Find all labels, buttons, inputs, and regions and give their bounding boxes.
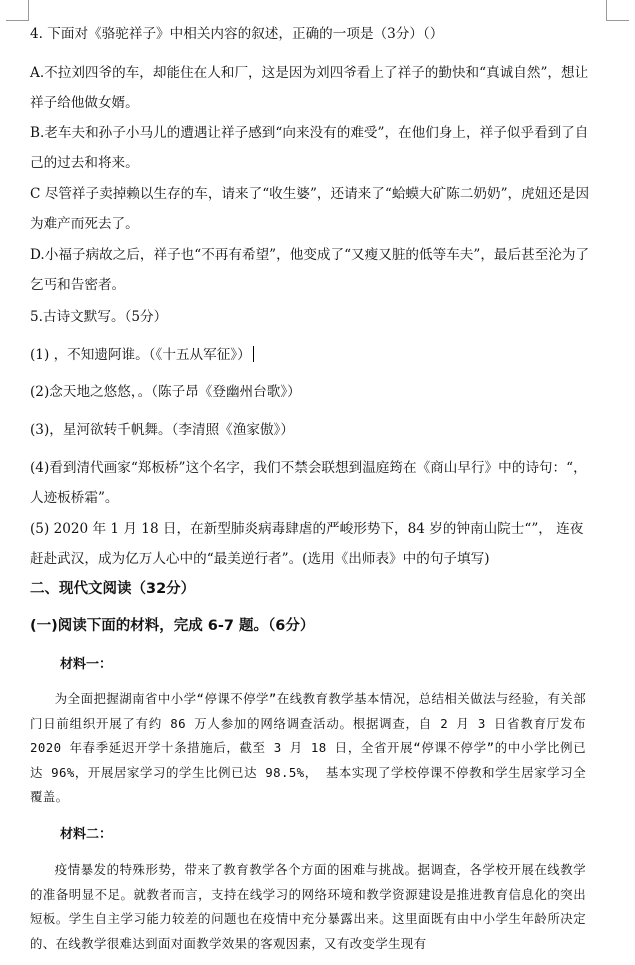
question-5-item-1[interactable] [30, 340, 590, 370]
question-4-stem: 4. 下面对《骆驼祥子》中相关内容的叙述，正确的一项是（3分）（） [30, 26, 444, 42]
subsection-1-title: (一)阅读下面的材料，完成 6-7 题。（6分） [30, 618, 315, 634]
question-5-item-4: (4)看到清代画家“郑板桥”这个名字，我们不禁会联想到温庭筠在《商山早行》中的诗句：“，人迹板桥霜”。 [30, 460, 587, 506]
question-5-item-2: (2)念天地之悠悠，。（陈子昂《登幽州台歌》） [30, 384, 301, 400]
question-5-item-3: (3)，星河欲转千帆舞。（李清照《渔家傲》） [30, 422, 294, 438]
material-1-text: 为全面把握湖南省中小学“停课不停学”在线教育教学基本情况，总结相关做法与经验，有关部门日前组织开展了有约 86 万人参加的网络调查活动。根据调查，自 2 月 3 日省教育厅发布 2020 年春季延迟开学十条措施后，截至 3 月 18 日，全省开展“停课不停学”的中小学比例已达 96%，开展居家学习的学生比例已达 98.5%， 基本实现了学校停课不停教和学生居家学习全覆盖。 [30, 691, 586, 804]
question-5-stem: 5.古诗文默写。（5分） [30, 309, 168, 325]
page-corner-mark-left [6, 0, 29, 21]
question-4-option-b: B.老车夫和孙子小马儿的遭遇让祥子感到“向来没有的难受”，在他们身上，祥子似乎看到了自己的过去和将来。 [30, 125, 589, 171]
question-4-option-a: A.不拉刘四爷的车，却能住在人和厂，这是因为刘四爷看上了祥子的勤快和“真诚自然”，想让祥子给他做女婿。 [30, 65, 589, 111]
material-2-text: 疫情暴发的特殊形势，带来了教育教学各个方面的困难与挑战。据调查，各学校开展在线教学的准备明显不足。就教者而言，支持在线学习的网络环境和教学资源建设是推进教育信息化的突出短板。学生自主学习能力较差的问题也在疫情中充分暴露出来。这里面既有由中小学生年龄所决定的、在线教学很难达到面对面教学效果的客观因素，又有改变学生现有 [30, 862, 586, 951]
text-cursor [253, 346, 255, 362]
material-2-title: 材料二： [60, 827, 113, 842]
page-corner-mark-right [606, 0, 629, 21]
question-4-option-c: C 尽管祥子卖掉赖以生存的车，请来了“收生婆”，还请来了“蛤蟆大矿陈二奶奶”，虎妞还是因为难产而死去了。 [30, 186, 590, 232]
material-1-title: 材料一： [60, 657, 113, 672]
question-5-item-1-text: (1) ，不知遗阿谁。（《十五从军征》） [30, 347, 251, 363]
question-5-item-5: (5) 2020 年 1 月 18 日，在新型肺炎病毒肆虐的严峻形势下，84 岁的钟南山院士“”， 连夜赶赴武汉，成为亿万人心中的“最美逆行者”。(选用《出师表》中的句子填写) [30, 521, 584, 567]
question-4-option-d: D.小福子病故之后，祥子也“不再有希望”，他变成了“又瘦又脏的低等车夫”，最后甚至沦为了乞丐和告密者。 [30, 247, 590, 293]
section-2-title: 二、现代文阅读（32分） [30, 581, 196, 597]
